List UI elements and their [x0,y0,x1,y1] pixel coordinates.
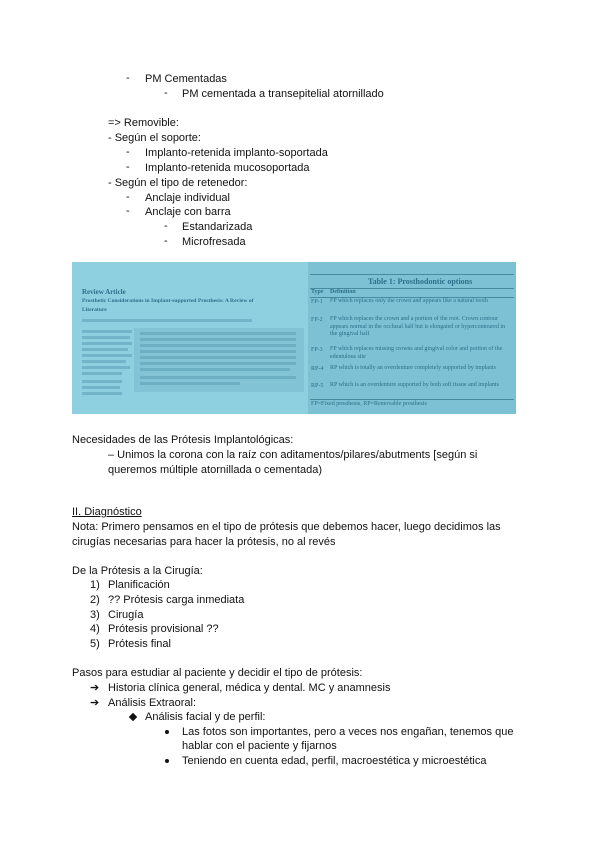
article-photo [72,262,516,414]
nota-line: Nota: Primero pensamos en el tipo de prótesis que debemos hacer, luego decidimos las [72,521,501,533]
list-number: 4) [90,623,100,635]
arrow-icon: ➔ [90,697,100,709]
list-number: 3) [90,609,100,621]
pasos-title: Pasos para estudiar al paciente y decidir el tipo de prótesis: [72,667,363,679]
dot-bullet-icon [165,730,169,734]
fotos-line-cont: hablar con el paciente y fijarnos [182,740,337,752]
diamond-bullet-icon [129,713,137,721]
analisis-facial: Análisis facial y de perfil: [145,711,266,723]
microfresada: Microfresada [182,236,246,248]
table-cell-type: RP-4 [311,366,324,372]
teniendo-line: Teniendo en cuenta edad, perfil, macroestética y microestética [182,755,487,767]
list-item: Cirugía [108,609,144,621]
implanto-soportada: Implanto-retenida implanto-soportada [145,147,328,159]
table-cell-definition: FP which replaces only the crown and appears like a natural tooth [330,298,488,304]
dot-bullet-icon [165,759,169,763]
table-cell-type: FP-2 [311,317,323,323]
col-type: Type [311,289,324,295]
list-number: 1) [90,579,100,591]
dash-bullet: - [164,235,168,247]
list-item: Prótesis provisional ?? [108,623,219,635]
dash-bullet: - [126,191,130,203]
list-item: ?? Prótesis carga inmediata [108,594,245,606]
historia-clinica: Historia clínica general, médica y dental. MC y anamnesis [108,682,391,694]
col-definition: Definition [330,289,356,295]
fotos-line: Las fotos son importantes, pero a veces nos engañan, tenemos que [182,726,514,738]
necesidades-line: – Unimos la corona con la raíz con aditamentos/pilares/abutments [según si [108,449,478,461]
analisis-extraoral: Análisis Extraoral: [108,697,197,709]
dash-bullet: - [126,72,130,84]
table-footnote: FP=Fixed prosthesis, RP=Removable prosthesis [311,401,427,407]
dash-bullet: - [126,205,130,217]
article-title-cont: Literature [82,307,107,313]
table-title: Table 1: Prosthodontic options [368,277,473,286]
review-label: Review Article [82,288,126,296]
mucosoportada: Implanto-retenida mucosoportada [145,162,310,174]
table-cell-definition: FP which replaces the crown and a portion of the root. Crown contour appears normal in the occlusal half but is elongated or hypercontoured in the gingival half [330,316,506,337]
dash-bullet: - [164,220,168,232]
table-cell-definition: RP which is totally an overdenture completely supported by implants [330,365,496,371]
segun-retenedor: - Según el tipo de retenedor: [108,177,248,189]
list-number: 5) [90,638,100,650]
table-cell-type: FP-1 [311,299,323,305]
list-item: Planificación [108,579,170,591]
options-table [308,262,516,414]
article-page-left [72,262,308,414]
list-item: Prótesis final [108,638,171,650]
dash-bullet: - [126,161,130,173]
dash-bullet: - [164,87,168,99]
arrow-icon: ➔ [90,682,100,694]
necesidades-title: Necesidades de las Prótesis Implantológicas: [72,434,294,446]
table-cell-type: FP-3 [311,347,323,353]
anclaje-barra: Anclaje con barra [145,206,231,218]
nota-line-cont: cirugías necesarias para hacer la prótesis, no al revés [72,536,336,548]
article-title: Prosthetic Considerations in Implant-supported Prosthesis: A Review of [82,298,254,304]
diagnostico-heading: II. Diagnóstico [72,506,142,518]
protesis-cirugia-title: De la Prótesis a la Cirugía: [72,565,203,577]
anclaje-individual: Anclaje individual [145,192,230,204]
table-cell-definition: FP which replaces missing crowns and gingival color and portion of the edentulous site [330,346,503,360]
table-cell-type: RP-5 [311,383,324,389]
segun-soporte: - Según el soporte: [108,132,201,144]
removible-heading: => Removible: [108,117,179,129]
estandarizada: Estandarizada [182,221,253,233]
necesidades-line-cont: queremos múltiple atornillada o cementada) [108,464,323,476]
dash-bullet: - [126,146,130,158]
list-number: 2) [90,594,100,606]
pm-cementadas: PM Cementadas [145,73,227,85]
pm-transepitelial: PM cementada a transepitelial atornillado [182,88,384,100]
table-cell-definition: RP which is an overdenture supported by both soft tissue and implants [330,382,499,388]
